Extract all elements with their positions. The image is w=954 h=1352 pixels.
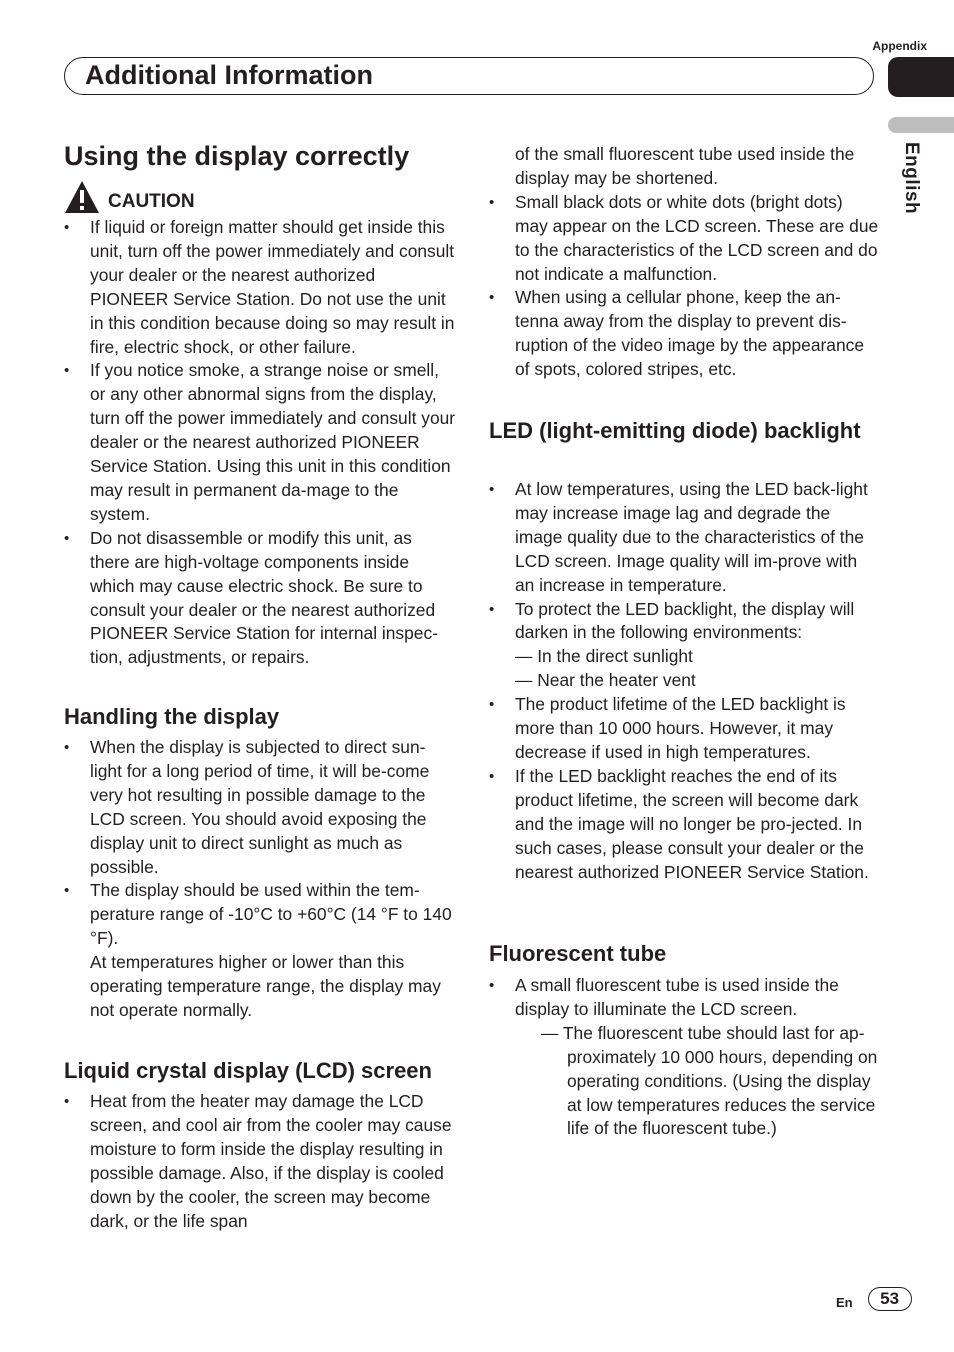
language-label: English	[901, 142, 922, 215]
item-text: • A small fluorescent tube is used inside the display to illuminate the LCD screen.	[515, 975, 839, 1019]
language-code: En	[836, 1294, 853, 1310]
list-item: • If the LED backlight reaches the end of its product lifetime, the screen will become dark and the image will no longer be pro-jected. In such cases, please consult your dealer or the nearest authorized PIONEER Service Station.	[489, 765, 879, 885]
list-item: • Heat from the heater may damage the LCD screen, and cool air from the cooler may cause moisture to form inside the display resulting in possible damage. Also, if the display is cooled down by the cooler, the screen may become dark, or the life span	[64, 1090, 456, 1233]
page-title: Using the display correctly	[64, 141, 410, 171]
dash-item: — Near the heater vent	[515, 670, 696, 691]
list-item: • If you notice smoke, a strange noise or smell, or any other abnormal signs from the display, turn off the power immediately and consult your dealer or the nearest authorized PIONEER Service Station. Using this unit in this condition may result in permanent da-mage to the system.	[64, 359, 456, 526]
item-text: • To protect the LED backlight, the display will darken in the following environments:	[515, 598, 855, 643]
caution-heading	[64, 178, 195, 214]
item-continuation: At temperatures higher or lower than this operating temperature range, the display may not operate normally.	[90, 952, 441, 1020]
led-heading: LED (light-emitting diode) backlight	[489, 418, 861, 443]
language-tab-marker	[888, 117, 954, 133]
lcd-list-continued	[489, 143, 879, 382]
dash-item: — In the direct sunlight	[515, 646, 693, 667]
appendix-label: Appendix	[872, 39, 927, 53]
item-text: • The display should be used within the tem-perature range of -10°C to +60°C (14 °F to 140 °F).	[90, 880, 452, 949]
caution-list	[64, 216, 456, 670]
section-tab-marker	[888, 57, 954, 97]
fluorescent-list	[489, 974, 879, 1141]
warning-icon	[64, 180, 100, 214]
list-item: • When the display is subjected to direct sun-light for a long period of time, it will be-come very hot resulting in possible damage to the LCD screen. You should avoid exposing the display unit to direct sunlight as much as possible.	[64, 736, 456, 879]
led-list	[489, 478, 879, 884]
page-number: 53	[868, 1287, 912, 1311]
list-item	[489, 598, 879, 694]
fluorescent-heading: Fluorescent tube	[489, 941, 667, 966]
dash-item: — The fluorescent tube should last for ap-proximately 10 000 hours, depending on operating conditions. (Using the display at low temperatures reduces the service life of the fluorescent tube.)	[541, 1022, 878, 1139]
caution-label: CAUTION	[108, 191, 195, 212]
list-item-continuation: of the small fluorescent tube used inside the display may be shortened.	[515, 144, 855, 188]
list-item	[64, 879, 456, 1022]
page-footer	[836, 1287, 912, 1311]
lcd-heading: Liquid crystal display (LCD) screen	[64, 1058, 432, 1083]
handling-list	[64, 736, 456, 1023]
list-item: • The product lifetime of the LED backlight is more than 10 000 hours. However, it may decrease if used in high temperatures.	[489, 693, 879, 765]
list-item: • When using a cellular phone, keep the an-tenna away from the display to prevent dis-ruption of the video image by the appearance of spots, colored stripes, etc.	[489, 286, 879, 382]
handling-heading: Handling the display	[64, 704, 280, 729]
section-title: Additional Information	[85, 60, 373, 90]
list-item: • Small black dots or white dots (bright dots) may appear on the LCD screen. These are due to the characteristics of the LCD screen and do not indicate a malfunction.	[489, 191, 879, 287]
list-item: • Do not disassemble or modify this unit, as there are high-voltage components inside which may cause electric shock. Be sure to consult your dealer or the nearest authorized PIONEER Service Station for internal inspec-tion, adjustments, or repairs.	[64, 527, 456, 670]
lcd-list	[64, 1090, 456, 1233]
list-item: • If liquid or foreign matter should get inside this unit, turn off the power immediately and consult your dealer or the nearest authorized PIONEER Service Station. Do not use the unit in this condition because doing so may result in fire, electric shock, or other failure.	[64, 216, 456, 359]
list-item: • At low temperatures, using the LED back-light may increase image lag and degrade the image quality due to the characteristics of the LCD screen. Image quality will im-prove with an increase in temperature.	[489, 478, 879, 598]
list-item	[489, 974, 879, 1141]
section-header-bar	[64, 57, 874, 95]
